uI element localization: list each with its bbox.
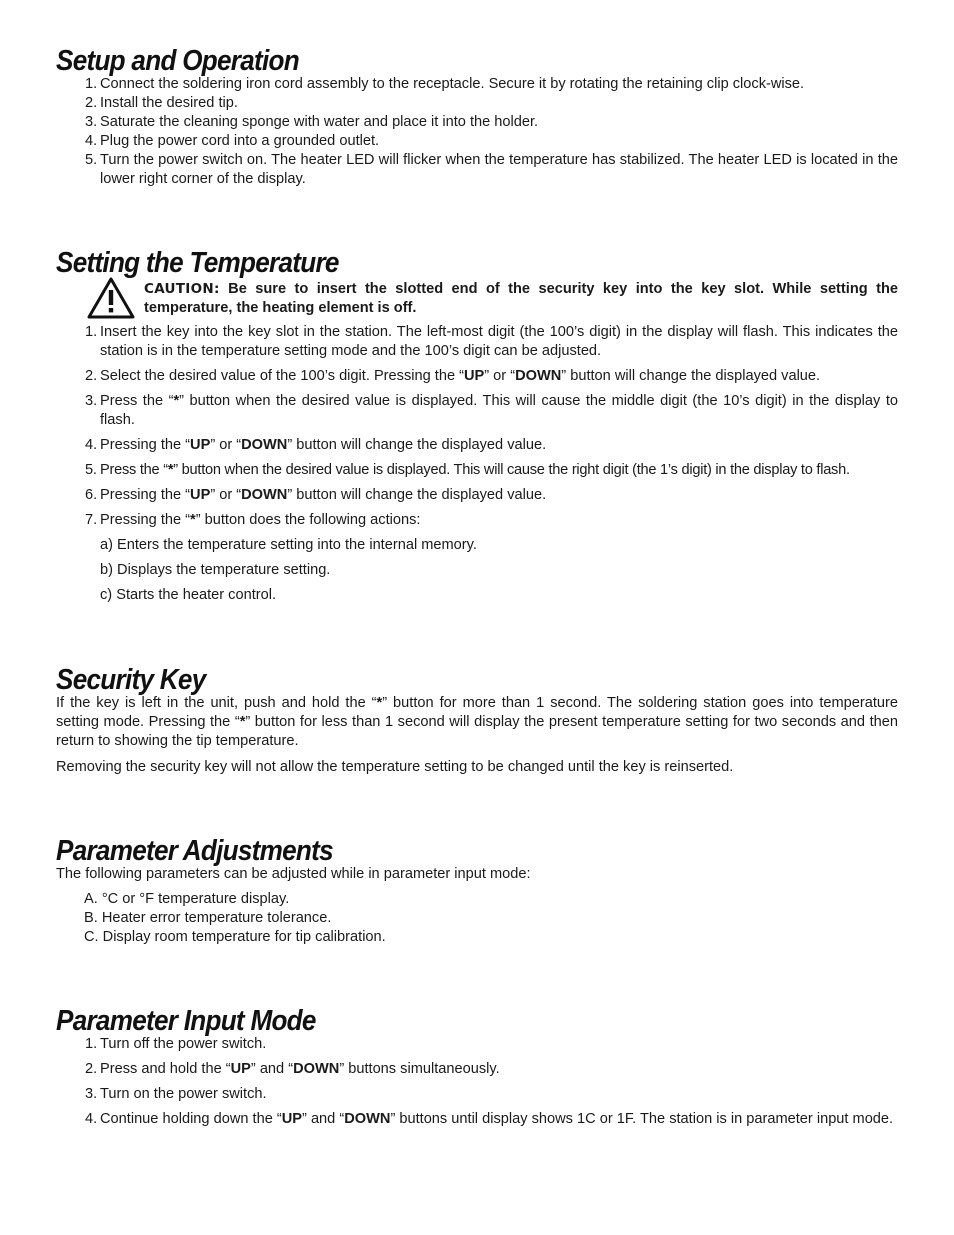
security-heading: Security Key <box>56 664 206 696</box>
caution-text: Be sure to insert the slotted end of the security key into the key slot. While setting the temperature, the heating element is off. <box>144 281 898 316</box>
parameters-list <box>56 890 898 947</box>
setup-section <box>56 45 898 189</box>
list-item: a) Enters the temperature setting into the internal memory. <box>100 537 477 553</box>
input-mode-steps <box>56 1035 898 1129</box>
list-item: 7. Pressing the “*” button does the following actions: a) Enters the temperature setting into the internal memory. b) Displays the temperature setting. c) Starts the heater control. <box>56 511 898 605</box>
list-item: 2. Press and hold the “UP” and “DOWN” buttons simultaneously. <box>85 1061 500 1077</box>
list-item: 1. Insert the key into the key slot in the station. The left-most digit (the 100’s digit) in the display will flash. This indicates the station is in the temperature setting mode and the 100’s digit can be adjusted. <box>85 324 898 359</box>
temperature-section <box>56 247 898 611</box>
list-item: 3. Press the “*” button when the desired value is displayed. This will cause the middle digit (the 10’s digit) in the display to flash. <box>85 393 898 428</box>
list-item: A. °C or °F temperature display. <box>84 891 290 907</box>
input-mode-heading: Parameter Input Mode <box>56 1005 316 1037</box>
temperature-steps <box>56 323 898 605</box>
sub-actions <box>56 536 898 605</box>
caution-notice <box>56 280 898 318</box>
temperature-heading: Setting the Temperature <box>56 247 339 279</box>
security-section <box>56 664 899 777</box>
list-item: c) Starts the heater control. <box>100 587 277 603</box>
setup-heading: Setup and Operation <box>56 45 299 77</box>
parameters-intro: The following parameters can be adjusted while in parameter input mode: <box>56 866 531 882</box>
list-item: 1. Connect the soldering iron cord assembly to the receptacle. Secure it by rotating the retaining clip clock-wise. <box>85 76 805 92</box>
parameters-heading: Parameter Adjustments <box>56 835 333 867</box>
list-item: 6. Pressing the “UP” or “DOWN” button will change the displayed value. <box>85 487 547 503</box>
list-item: 4. Plug the power cord into a grounded outlet. <box>85 133 380 149</box>
list-item: B. Heater error temperature tolerance. <box>84 910 332 926</box>
input-mode-section <box>56 1005 898 1135</box>
list-item: 1. Turn off the power switch. <box>85 1036 267 1052</box>
setup-steps <box>56 75 898 189</box>
list-item: 4. Pressing the “UP” or “DOWN” button will change the displayed value. <box>85 437 547 453</box>
list-item: 3. Saturate the cleaning sponge with water and place it into the holder. <box>85 114 539 130</box>
list-item: C. Display room temperature for tip calibration. <box>84 929 386 945</box>
list-item: 2. Select the desired value of the 100’s digit. Pressing the “UP” or “DOWN” button will change the displayed value. <box>85 368 821 384</box>
warning-triangle-icon <box>86 276 136 320</box>
security-paragraph: If the key is left in the unit, push and hold the “*” button for more than 1 second. The soldering station goes into temperature setting mode. Pressing the “*” button for less than 1 second will display the present temperature setting for two seconds and then return to showing the tip temperature. <box>56 695 899 749</box>
list-item: b) Displays the temperature setting. <box>100 562 331 578</box>
list-item: 2. Install the desired tip. <box>85 95 238 111</box>
security-note: Removing the security key will not allow the temperature setting to be changed until the key is reinserted. <box>56 759 734 775</box>
list-item: 3. Turn on the power switch. <box>85 1086 267 1102</box>
list-item: 5. Turn the power switch on. The heater LED will flicker when the temperature has stabilized. The heater LED is located in the lower right corner of the display. <box>85 152 898 187</box>
caution-label: CAUTION: <box>144 281 220 297</box>
parameters-section <box>56 835 898 947</box>
list-item: 4. Continue holding down the “UP” and “DOWN” buttons until display shows 1C or 1F. The station is in parameter input mode. <box>85 1111 894 1127</box>
list-item: 5. Press the “*” button when the desired value is displayed. This will cause the right digit (the 1’s digit) in the display to flash. <box>85 462 850 478</box>
